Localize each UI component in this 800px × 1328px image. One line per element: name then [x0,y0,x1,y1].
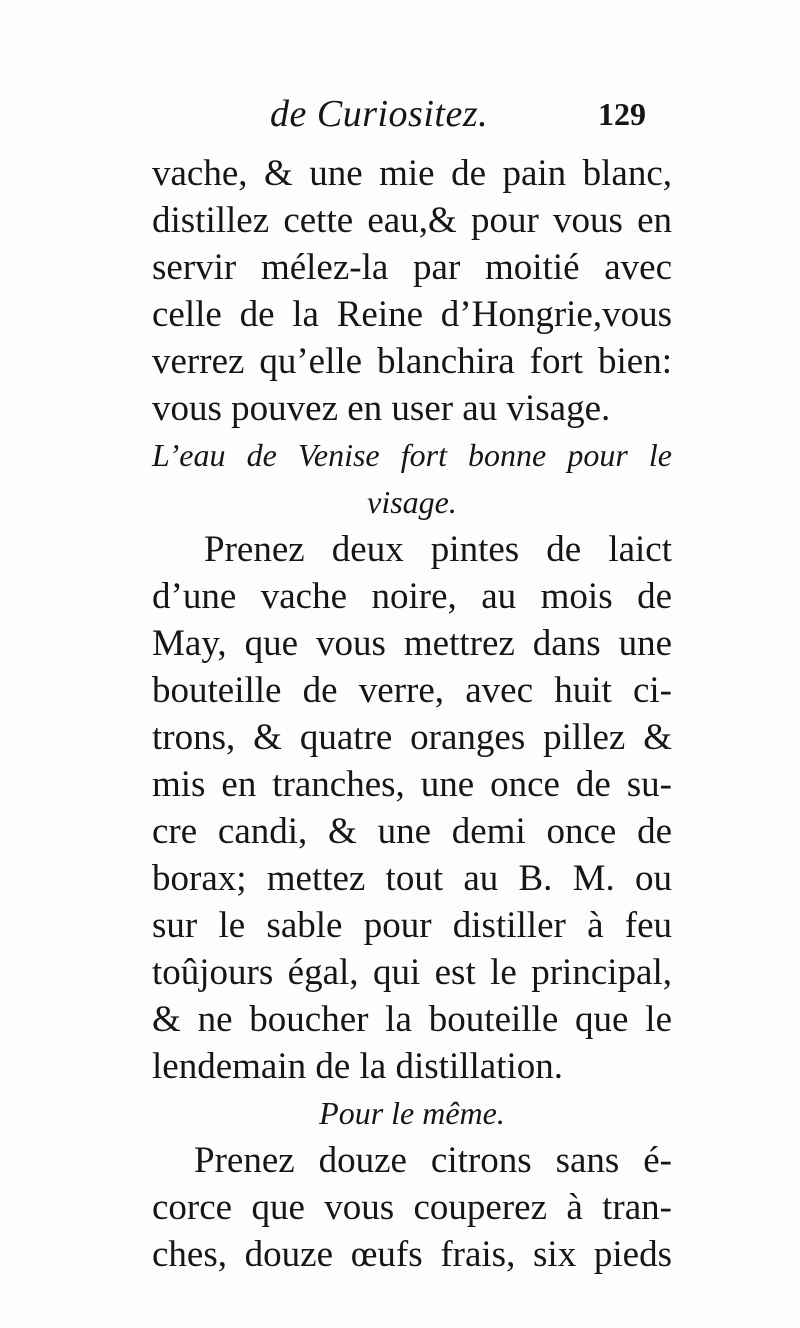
page-text [152,150,672,1278]
text-line: d’une vache noire, au mois de [152,576,672,617]
text-line: distillez cette eau,& pour vous en [152,200,672,241]
recipe-heading: Pour le même. [319,1095,505,1131]
text-line: Prenez deux pintes de laict [204,529,672,570]
text-line: mis en tranches, une once de su- [152,764,672,805]
text-line: toûjours égal, qui est le principal, [152,952,672,993]
text-line: lendemain de la distillation. [152,1046,564,1087]
text-line: trons, & quatre oranges pillez & [152,717,672,758]
text-line: bouteille de verre, avec huit ci- [152,670,672,711]
page-number: 129 [598,96,646,132]
text-line: servir mélez-la par moitié avec [152,247,672,288]
text-line: verrez qu’elle blanchira fort bien: [152,341,672,382]
running-title: de Curiositez. [270,93,489,135]
text-line: Prenez douze citrons sans é- [194,1140,672,1181]
text-line: vache, & une mie de pain blanc, [152,153,672,194]
text-line: sur le sable pour distiller à feu [152,905,672,946]
recipe-heading-continued: visage. [367,484,457,520]
text-line: corce que vous couperez à tran- [152,1187,672,1228]
text-line: borax; mettez tout au B. M. ou [152,858,672,899]
recipe-heading: L’eau de Venise fort bonne pour le [152,437,672,473]
text-line: & ne boucher la bouteille que le [152,999,672,1040]
text-line: ches, douze œufs frais, six pieds [152,1234,672,1275]
text-line: vous pouvez en user au visage. [152,388,611,429]
text-line: cre candi, & une demi once de [152,811,672,852]
page-header [270,92,670,142]
text-line: May, que vous mettrez dans une [152,623,672,664]
text-line: celle de la Reine d’Hongrie,vous [152,294,672,335]
